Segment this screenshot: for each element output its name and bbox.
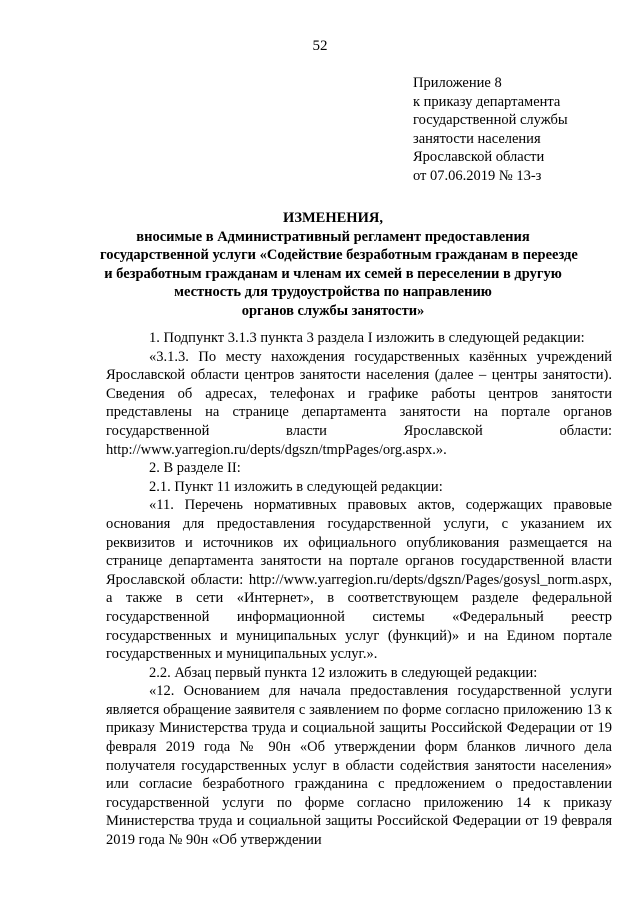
paragraph-item-2: 2. В разделе II: (149, 460, 241, 477)
title-line: вносимые в Административный регламент предоставления (136, 228, 530, 245)
appendix-line: государственной службы (413, 112, 568, 129)
title-line: государственной услуги «Содействие безработным гражданам в переезде (100, 247, 578, 264)
appendix-header (413, 74, 613, 186)
appendix-line: Приложение 8 (413, 75, 502, 91)
title-line: ИЗМЕНЕНИЯ, (283, 210, 383, 226)
paragraph-quote-12: «12. Основанием для начала предоставления государственной услуги является обращение заявителя с заявлением по форме согласно приложению 13 к приказу Министерства труда и социальной защиты Российской Федерации от 19 февраля 2019 года № 90н «Об утверждении форм бланков личного дела получателя государственных услуг в области содействия занятости населения» или согласие безработного гражданина с предложением о предоставлении государственной услуги по форме согласно приложению 14 к приказу Министерства труда и социальной защиты Российской Федерации от 19 февраля 2019 года № 90н «Об утверждении (106, 683, 612, 849)
document-title (100, 209, 578, 321)
paragraph-item-1: 1. Подпункт 3.1.3 пункта 3 раздела I изложить в следующей редакции: (149, 330, 585, 346)
title-line: и безработным гражданам и членам их семей в переселении в другую (104, 265, 562, 282)
appendix-line: от 07.06.2019 № 13-з (413, 167, 542, 184)
appendix-line: к приказу департамента (413, 93, 561, 110)
paragraph-item-2-1: 2.1. Пункт 11 изложить в следующей редакции: (149, 478, 443, 495)
paragraph-item-2-2: 2.2. Абзац первый пункта 12 изложить в следующей редакции: (149, 664, 538, 681)
title-line: местность для трудоустройства по направлению (174, 284, 492, 301)
document-body (106, 329, 612, 850)
title-line: органов службы занятости» (241, 302, 425, 319)
paragraph-quote-3-1-3: «3.1.3. По месту нахождения государственных казённых учреждений Ярославской области центров занятости населения (далее – центры занятости). Сведения об адресах, телефонах и графике работы центров занятости представлены на странице департамента занятости на портале органов государственной власти Ярославской области: http://www.yarregion.ru/depts/dgszn/tmpPages/org.aspx.». (106, 348, 612, 458)
appendix-line: Ярославской области (413, 149, 545, 166)
paragraph-quote-11: «11. Перечень нормативных правовых актов, содержащих правовые основания для предоставления государственной услуги, с указанием их реквизитов и источников их официального опубликования размещается на странице департамента занятости на портале органов государственной власти Ярославской области: http://www.yarregion.ru/depts/dgszn/Pages/gosysl_norm.aspx, а также в сети «Интернет», в соответствующем разделе федеральной государственной информационной системы «Федеральный реестр государственных и муниципальных услуг (функций)» и на Едином портале государственных и муниципальных услуг.». (106, 497, 612, 663)
page-number: 52 (312, 38, 328, 54)
appendix-line: занятости населения (413, 130, 541, 147)
